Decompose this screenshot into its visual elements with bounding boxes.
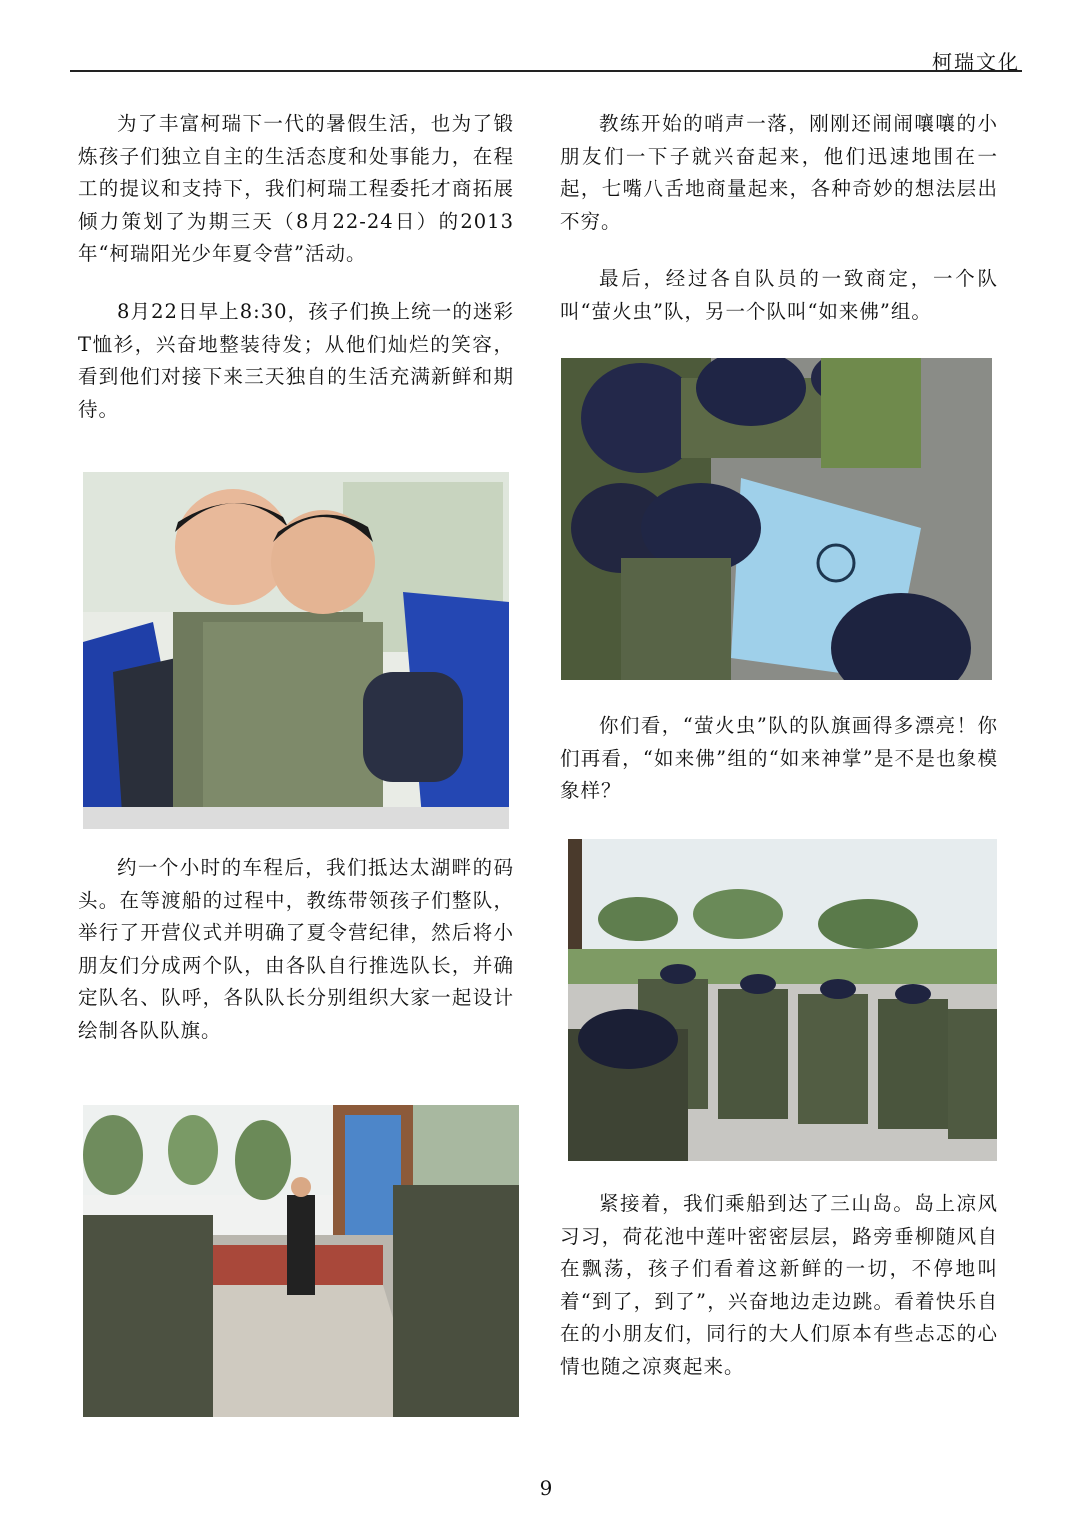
left-paragraph-2: 8月22日早上8:30，孩子们换上统一的迷彩T恤衫，兴奋地整装待发；从他们灿烂的笑容，看到他们对接下来三天独自的生活充满新鲜和期待。 — [78, 300, 514, 421]
right-paragraph-1: 教练开始的哨声一落，刚刚还闹闹嚷嚷的小朋友们一下子就兴奋起来，他们迅速地围在一起，七嘴八舌地商量起来，各种奇妙的想法层出不穷。 — [560, 112, 998, 233]
header-rule — [70, 70, 1022, 72]
photo-boys-on-bus — [83, 472, 509, 829]
photo-drawing-flag — [561, 358, 992, 680]
left-paragraph-3: 约一个小时的车程后，我们抵达太湖畔的码头。在等渡船的过程中，教练带领孩子们整队，举行了开营仪式并明确了夏令营纪律，然后将小朋友们分成两个队，由各队自行推选队长，并确定队名、队呼，各队队长分别组织大家一起设计绘制各队队旗。 — [78, 856, 514, 1042]
right-paragraph-2: 最后，经过各自队员的一致商定，一个队叫“萤火虫”队，另一个队叫“如来佛”组。 — [560, 267, 998, 323]
page-number: 9 — [539, 1476, 553, 1500]
photo-opening-ceremony — [83, 1105, 519, 1417]
left-paragraph-1: 为了丰富柯瑞下一代的暑假生活，也为了锻炼孩子们独立自主的生活态度和处事能力，在程工的提议和支持下，我们柯瑞工程委托才商拓展倾力策划了为期三天（8月22-24日）的2013年“柯瑞阳光少年夏令营”活动。 — [78, 112, 514, 265]
right-paragraph-3: 你们看，“萤火虫”队的队旗画得多漂亮！你们再看，“如来佛”组的“如来神掌”是不是也象模象样？ — [560, 714, 998, 802]
photo-team-cheer — [568, 839, 997, 1161]
header-title: 柯瑞文化 — [932, 50, 1020, 74]
right-paragraph-4: 紧接着，我们乘船到达了三山岛。岛上凉风习习，荷花池中莲叶密密层层，路旁垂柳随风自在飘荡，孩子们看着这新鲜的一切，不停地叫着“到了，到了”，兴奋地边走边跳。看着快乐自在的小朋友们，同行的大人们原本有些忐忑的心情也随之凉爽起来。 — [560, 1192, 998, 1378]
